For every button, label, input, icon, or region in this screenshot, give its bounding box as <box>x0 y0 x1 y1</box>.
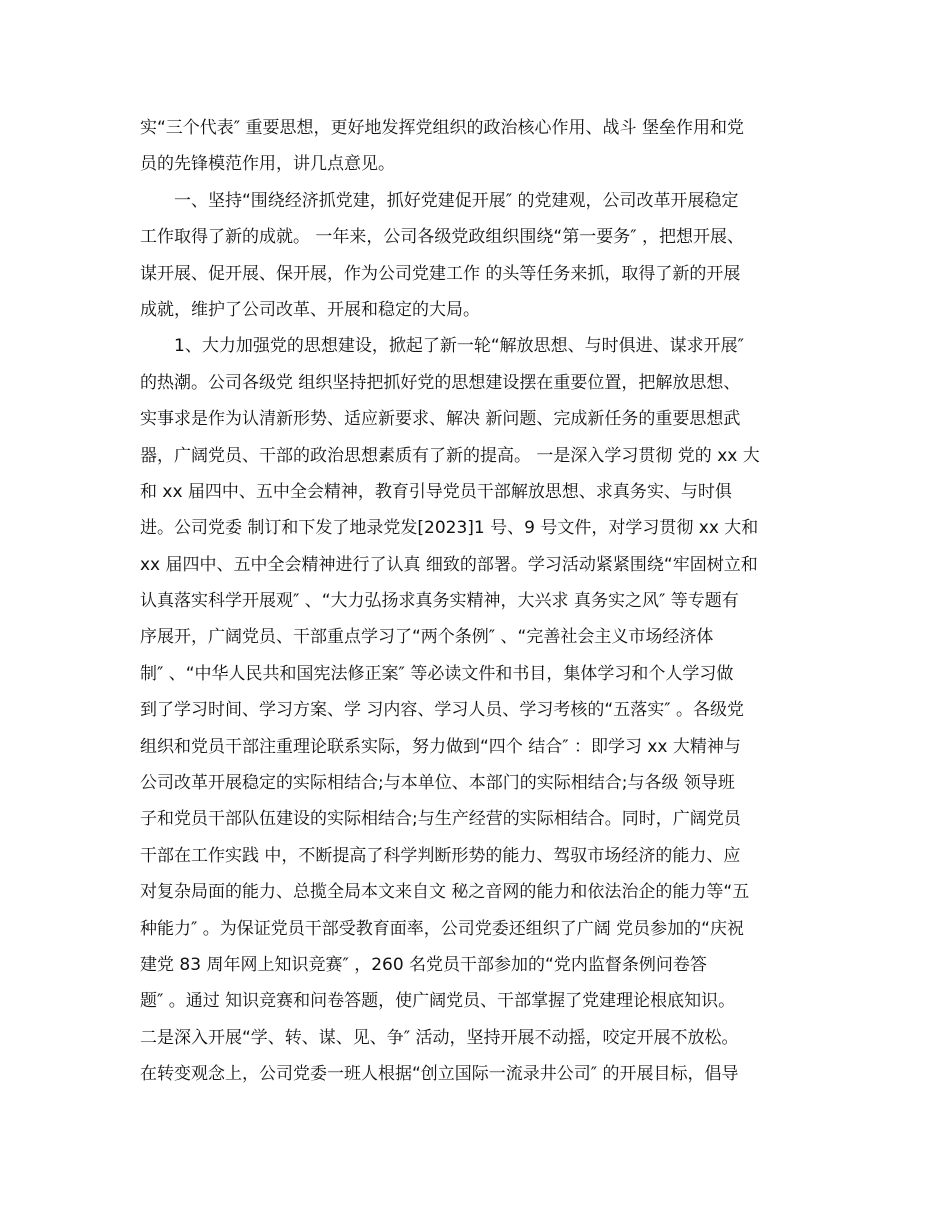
text-line: 和 xx 届四中、五中全会精神，教育引导党员干部解放思想、求真务实、与时俱 <box>140 481 732 502</box>
body-text <box>140 110 812 1093</box>
text-line: 种能力″ 。为保证党员干部受教育面率，公司党委还组织了广阔 党员参加的“庆祝 <box>140 918 744 939</box>
text-line: 的热潮。公司各级党 组织坚持把抓好党的思想建设摆在重要位置，把解放思想、 <box>140 372 741 393</box>
text-line: 一、坚持“围绕经济抓党建，抓好党建促开展″ 的党建观，公司改革开展稳定 <box>174 190 739 211</box>
text-line: 进。公司党委 制订和下发了地录党发[2023]1 号、9 号文件，对学习贯彻 xx 大和 <box>140 518 759 539</box>
text-line: 器，广阔党员、干部的政治思想素质有了新的提高。 一是深入学习贯彻 党的 xx 大 <box>140 445 760 466</box>
text-line: 序展开，广阔党员、干部重点学习了“两个条例″ 、“完善社会主义市场经济体 <box>140 627 714 648</box>
text-line: 公司改革开展稳定的实际相结合;与本单位、本部门的实际相结合;与各级 领导班 <box>140 773 735 794</box>
text-line: 子和党员干部队伍建设的实际相结合;与生产经营的实际相结合。同时，广阔党员 <box>140 809 741 830</box>
text-line: 实事求是作为认清新形势、适应新要求、解决 新问题、完成新任务的重要思想武 <box>140 409 741 430</box>
text-line: 1、大力加强党的思想建设，掀起了新一轮“解放思想、与时俱进、谋求开展″ <box>174 336 744 357</box>
text-line: 对复杂局面的能力、总揽全局本文来自文 秘之音网的能力和依法治企的能力等“五 <box>140 882 750 903</box>
text-line: 谋开展、促开展、保开展，作为公司党建工作 的头等任务来抓，取得了新的开展 <box>140 263 741 284</box>
text-line: 二是深入开展“学、转、谋、见、争″ 活动，坚持开展不动摇，咬定开展不放松。 <box>140 1027 739 1048</box>
text-line: 实“三个代表″ 重要思想，更好地发挥党组织的政治核心作用、战斗 堡垒作用和党 <box>140 118 744 138</box>
text-line: 干部在工作实践 中，不断提高了科学判断形势的能力、驾驭市场经济的能力、应 <box>140 845 741 866</box>
text-line: 员的先锋模范作用，讲几点意见。 <box>140 154 395 175</box>
text-line: xx 届四中、五中全会精神进行了认真 细致的部署。学习活动紧紧围绕“牢固树立和 <box>140 554 758 575</box>
text-line: 工作取得了新的成就。 一年来，公司各级党政组织围绕“第一要务″ ，把想开展、 <box>140 227 744 248</box>
text-line: 制″ 、“中华人民共和国宪法修正案″ 等必读文件和书目，集体学习和个人学习做 <box>140 663 734 684</box>
text-line: 到了学习时间、学习方案、学 习内容、学习人员、学习考核的“五落实″ 。各级党 <box>140 700 744 721</box>
text-line: 认真落实科学开展观″ 、“大力弘扬求真务实精神，大兴求 真务实之风″ 等专题有 <box>140 591 739 612</box>
text-line: 建党 83 周年网上知识竞赛″ ，260 名党员干部参加的“党内监督条例问卷答 <box>140 954 707 975</box>
text-line: 在转变观念上，公司党委一班人根据“创立国际一流录井公司″ 的开展目标，倡导 <box>140 1064 739 1085</box>
text-line: 题″ 。通过 知识竞赛和问卷答题，使广阔党员、干部掌握了党建理论根底知识。 <box>140 991 736 1012</box>
text-line: 组织和党员干部注重理论联系实际，努力做到“四个 结合″ ：即学习 xx 大精神与 <box>140 736 741 757</box>
text-line: 成就，维护了公司改革、开展和稳定的大局。 <box>140 299 480 320</box>
